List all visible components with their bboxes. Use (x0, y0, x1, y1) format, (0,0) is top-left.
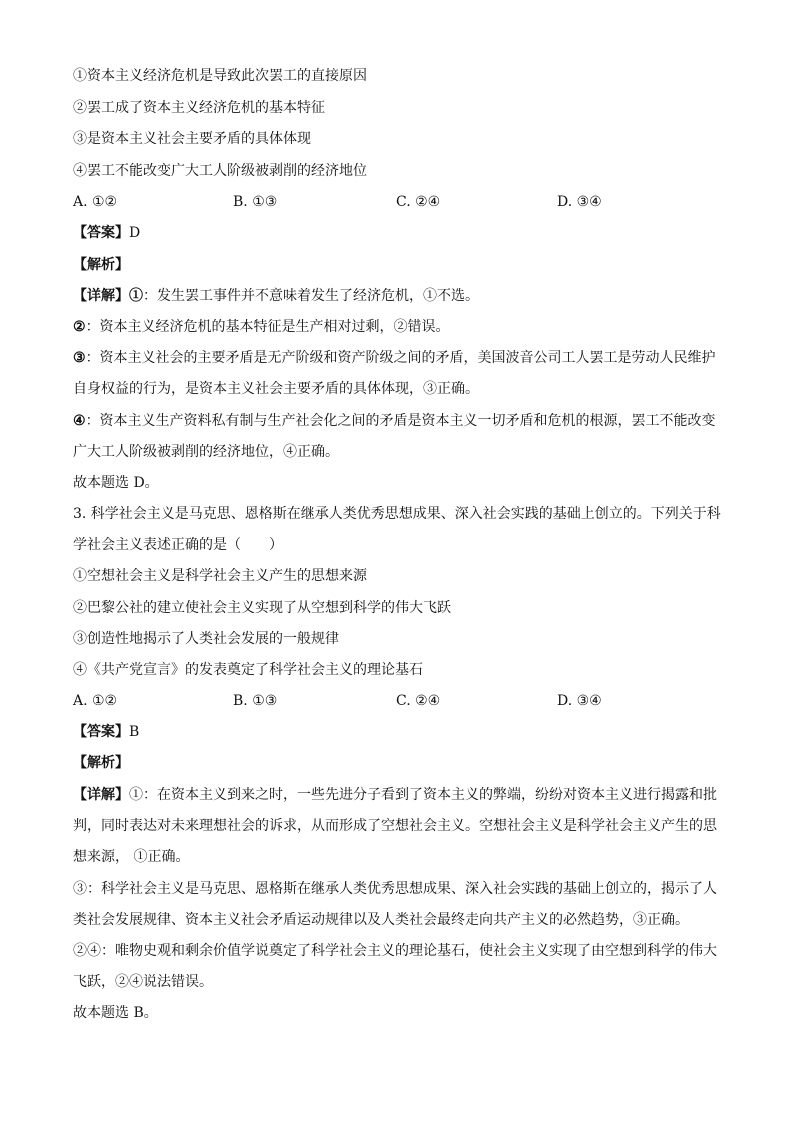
q3-statement-2: ②巴黎公社的建立使社会主义实现了从空想到科学的伟大飞跃 (73, 600, 451, 616)
q3-option-c: C. ②④ (396, 693, 441, 709)
q2-statement-4: ④罢工不能改变广大工人阶级被剥削的经济地位 (73, 163, 367, 179)
q3-answer-line (73, 722, 139, 742)
q2-option-a: A. ①② (73, 194, 118, 210)
q2-statement-1: ①资本主义经济危机是导致此次罢工的直接原因 (73, 68, 367, 84)
q3-answer-tag: 【答案】 (73, 724, 129, 740)
q2-detail-text-2: ：资本主义经济危机的基本特征是生产相对过剩，②错误。 (85, 319, 450, 335)
q3-stem-line-2: 学社会主义表述正确的是（ ） (73, 537, 283, 553)
q2-detail-line-4: 自身权益的行为，是资本主义社会主要矛盾的具体体现，③正确。 (73, 381, 479, 397)
q2-detail-line-1 (73, 286, 479, 306)
q3-detail-line-6: ②④：唯物史观和剩余价值学说奠定了科学社会主义的理论基石，使社会主义实现了由空想到科学的伟大 (73, 943, 717, 959)
q2-conclusion: 故本题选 D。 (73, 475, 159, 491)
q2-analysis-tag: 【解析】 (73, 257, 129, 273)
q2-detail-line-6: 广大工人阶级被剥削的经济地位，④正确。 (73, 444, 339, 460)
q2-option-d: D. ③④ (557, 194, 602, 210)
q2-statement-2: ②罢工成了资本主义经济危机的基本特征 (73, 100, 325, 116)
q3-detail-text-1: ①：在资本主义到来之时，一些先进分子看到了资本主义的弊端，纷纷对资本主义进行揭露和批 (129, 787, 717, 803)
q3-detail-line-5: 类社会发展规律、资本主义社会矛盾运动规律以及人类社会最终走向共产主义的必然趋势，③正确。 (73, 912, 689, 928)
q3-detail-line-3: 想来源， ①正确。 (73, 849, 190, 865)
q3-answer: B (129, 724, 140, 740)
q2-answer-tag: 【答案】 (73, 225, 129, 241)
q3-conclusion: 故本题选 B。 (73, 1005, 158, 1021)
q2-detail-line-2 (73, 317, 450, 337)
q2-detail-mark-5: ④ (73, 413, 86, 429)
q2-option-b: B. ①③ (233, 194, 278, 210)
q3-detail-line-2: 判，同时表达对未来理想社会的诉求，从而形成了空想社会主义。空想社会主义是科学社会主义产生的思 (73, 818, 717, 834)
q2-answer: D (129, 225, 141, 241)
q3-option-a: A. ①② (73, 693, 118, 709)
q2-detail-mark-3: ③ (73, 350, 86, 366)
q2-detail-text-3: ：资本主义社会的主要矛盾是无产阶级和资产阶级之间的矛盾，美国波音公司工人罢工是劳动人民维护 (85, 350, 716, 366)
q3-analysis-tag: 【解析】 (73, 755, 129, 771)
q3-option-b: B. ①③ (233, 693, 278, 709)
q2-detail-line-5 (73, 411, 716, 431)
q2-detail-mark-1: ① (129, 288, 143, 304)
q3-stem-line-1: 3. 科学社会主义是马克思、恩格斯在继承人类优秀思想成果、深入社会实践的基础上创立的。下列关于科 (73, 506, 721, 522)
q3-detail-line-1 (73, 785, 717, 805)
q2-detail-tag: 【详解】 (73, 288, 129, 304)
q2-statement-3: ③是资本主义社会主要矛盾的具体体现 (73, 131, 311, 147)
q2-detail-text-1: ：发生罢工事件并不意味着发生了经济危机，①不选。 (143, 288, 479, 304)
q3-detail-line-7: 飞跃，②④说法错误。 (73, 974, 213, 990)
q2-detail-text-5: ：资本主义生产资料私有制与生产社会化之间的矛盾是资本主义一切矛盾和危机的根源，罢工不能改变 (85, 413, 716, 429)
q3-statement-4: ④《共产党宣言》的发表奠定了科学社会主义的理论基石 (73, 662, 423, 678)
q3-detail-tag: 【详解】 (73, 787, 129, 803)
q3-statement-1: ①空想社会主义是科学社会主义产生的思想来源 (73, 568, 367, 584)
q2-detail-mark-2: ② (73, 319, 86, 335)
q2-answer-line (73, 223, 140, 243)
q3-detail-line-4: ③：科学社会主义是马克思、恩格斯在继承人类优秀思想成果、深入社会实践的基础上创立的，揭示了人 (73, 881, 717, 897)
q3-option-d: D. ③④ (557, 693, 602, 709)
q2-option-c: C. ②④ (396, 194, 441, 210)
q3-statement-3: ③创造性地揭示了人类社会发展的一般规律 (73, 631, 339, 647)
q2-detail-line-3 (73, 348, 716, 368)
